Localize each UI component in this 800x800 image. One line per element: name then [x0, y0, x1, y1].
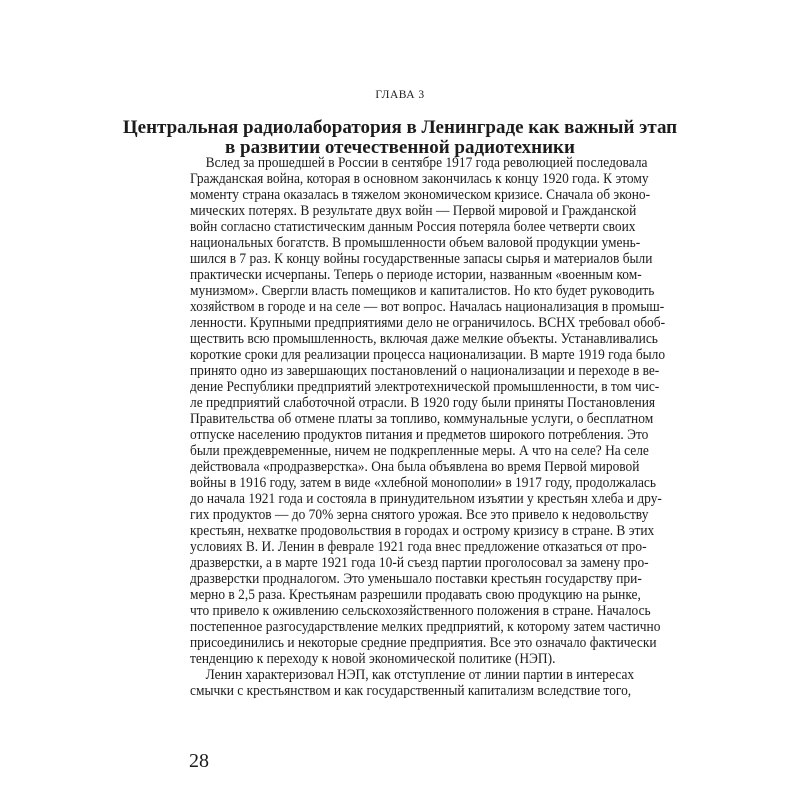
- text-line: короткие сроки для реализации процесса национализации. В марте 1919 года было: [190, 347, 666, 363]
- text-line: ленности. Крупными предприятиями дело не ограничилось. ВСНХ требовал обоб-: [190, 315, 666, 331]
- text-line: дразверстки, а в марте 1921 года 10-й съезд партии проголосовал за замену про-: [190, 555, 649, 571]
- text-line: Гражданская война, которая в основном закончилась к концу 1920 года. К этому: [190, 171, 649, 187]
- text-line: до начала 1921 года и состояла в принудительном изъятии у крестьян хлеба и дру-: [190, 491, 662, 507]
- text-line: гих продуктов — до 70% зерна снятого урожая. Все это привело к недовольству: [190, 507, 649, 523]
- text-line: национальных богатств. В промышленности объем валовой продукции умень-: [190, 235, 641, 251]
- section-title: [0, 118, 800, 158]
- text-line: тенденцию к переходу к новой экономической политике (НЭП).: [190, 651, 556, 667]
- text-line: действовала «продразверстка». Она была объявлена во время Первой мировой: [190, 459, 640, 475]
- text-line: смычки с крестьянством и как государственный капитализм вследствие того,: [190, 683, 632, 699]
- text-line: мерно в 2,5 раза. Крестьянам разрешили продавать свою продукцию на рынке,: [190, 587, 641, 603]
- text-line: что привело к оживлению сельскохозяйственного положения в стране. Началось: [190, 603, 651, 619]
- text-line: дразверстки продналогом. Это уменьшало поставки крестьян государству при-: [190, 571, 642, 587]
- text-line: мунизмом». Свергли власть помещиков и капиталистов. Но кто будет руководить: [190, 283, 655, 299]
- text-line: мических потерях. В результате двух войн — Первой мировой и Гражданской: [190, 203, 637, 219]
- text-line: ле предприятий слаботочной отрасли. В 1920 году были приняты Постановления: [190, 395, 656, 411]
- text-line: Правительства об отмене платы за топливо, коммунальные услуги, о бесплатном: [190, 411, 654, 427]
- text-line: Ленин характеризовал НЭП, как отступление от линии партии в интересах: [205, 667, 635, 683]
- section-title-line: в развитии отечественной радиотехники: [225, 137, 575, 158]
- text-line: дение Республики предприятий электротехнической промышленности, в том чис-: [190, 379, 660, 395]
- text-line: моменту страна оказалась в тяжелом экономическом кризисе. Сначала об эконо-: [190, 187, 651, 203]
- text-line: хозяйством в городе и на селе — вот вопрос. Началась национализация в промыш-: [190, 299, 665, 315]
- text-line: войны в 1916 году, затем в виде «хлебной монополии» в 1917 году, продолжалась: [190, 475, 657, 491]
- text-line: войн согласно статистическим данным Россия потеряла более четверти своих: [190, 219, 636, 235]
- chapter-heading: ГЛАВА 3: [375, 89, 425, 101]
- text-line: принято одно из завершающих постановлений о национализации и переходе в ве-: [190, 363, 660, 379]
- text-line: практически исчерпаны. Теперь о периоде истории, названным «военным ком-: [190, 267, 642, 283]
- text-line: ществить всю промышленность, включая даже мелкие объекты. Устанавливались: [190, 331, 658, 347]
- body-text: [190, 155, 666, 699]
- text-line: условиях В. И. Ленин в феврале 1921 года внес предложение отказаться от про-: [190, 539, 647, 555]
- section-title-line: Центральная радиолаборатория в Ленинграде как важный этап: [122, 117, 678, 138]
- text-line: крестьян, нехватке продовольствия в городах и острому кризису в стране. В этих: [190, 523, 655, 539]
- text-line: Вслед за прошедшей в России в сентябре 1917 года революцией последовала: [205, 155, 648, 171]
- page-number: 28: [189, 750, 209, 772]
- text-line: были преждевременные, ничем не подкрепленные меры. А что на селе? На селе: [190, 443, 649, 459]
- text-line: постепенное разгосударствление мелких предприятий, к которому затем частично: [190, 619, 661, 635]
- text-line: шился в 7 раз. К концу войны государственные запасы сырья и материалов были: [190, 251, 653, 267]
- text-line: присоединились и некоторые средние предприятия. Все это означало фактически: [190, 635, 657, 651]
- text-line: отпуске населению продуктов питания и предметов широкого потребления. Это: [190, 427, 649, 443]
